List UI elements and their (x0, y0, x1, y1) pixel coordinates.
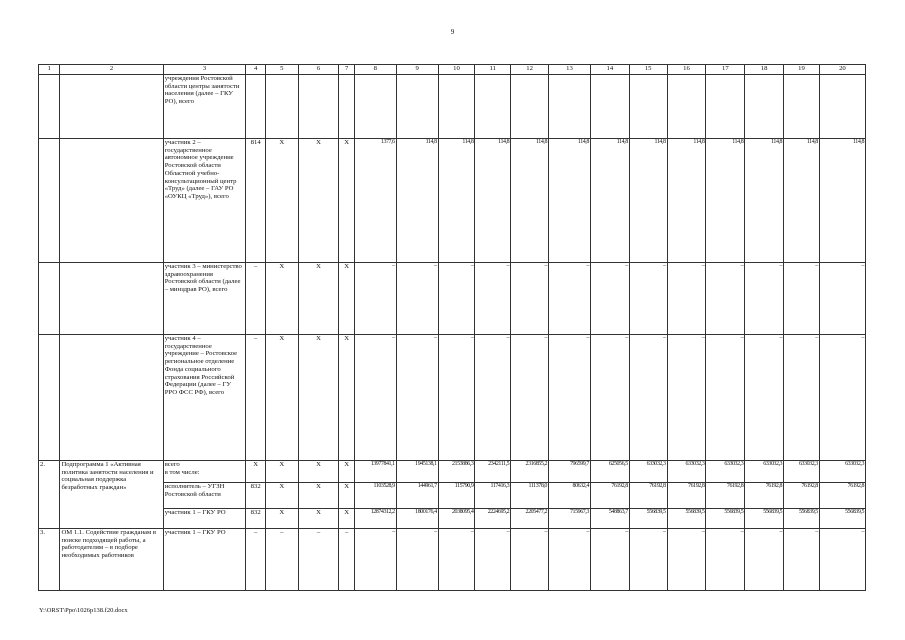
value-cell: – (784, 263, 820, 335)
row-number-cell: 3. (39, 529, 60, 591)
target-item-cell (298, 75, 339, 139)
target-item-cell: X (298, 509, 339, 529)
value-cell: – (475, 529, 511, 591)
column-number-9: 9 (396, 65, 438, 75)
value-cell: – (745, 335, 784, 461)
column-number-19: 19 (784, 65, 820, 75)
value-cell: 2205477,2 (511, 509, 549, 529)
value-cell: 625056,5 (590, 461, 629, 483)
value-cell: – (745, 529, 784, 591)
value-cell: – (475, 263, 511, 335)
value-cell: – (784, 529, 820, 591)
subprogram-row (39, 461, 866, 483)
expense-type-cell (339, 75, 354, 139)
row-number-cell (39, 335, 60, 461)
value-cell: – (629, 263, 667, 335)
value-cell: 633032,3 (819, 461, 865, 483)
value-cell: – (667, 335, 706, 461)
value-cell: 114,8 (784, 139, 820, 263)
value-cell: 114,8 (438, 139, 475, 263)
value-cell (745, 75, 784, 139)
target-item-cell: X (298, 335, 339, 461)
value-cell: – (354, 529, 396, 591)
value-cell: 2038095,4 (438, 509, 475, 529)
value-cell (549, 75, 591, 139)
budget-code-cell: – (246, 529, 265, 591)
budget-code-cell: 814 (246, 139, 265, 263)
value-cell: – (438, 529, 475, 591)
value-cell: – (438, 335, 475, 461)
value-cell: 556839,5 (784, 509, 820, 529)
column-number-20: 20 (819, 65, 865, 75)
value-cell: – (706, 335, 745, 461)
column-number-7: 7 (339, 65, 354, 75)
main-measure-row (39, 529, 866, 591)
value-cell: 556839,5 (706, 509, 745, 529)
participant-row (39, 335, 866, 461)
budget-code-cell: 832 (246, 509, 265, 529)
value-cell: 114,8 (396, 139, 438, 263)
value-cell: 114,8 (667, 139, 706, 263)
value-cell (629, 75, 667, 139)
section-code-cell: X (265, 461, 298, 483)
value-cell: 114,8 (590, 139, 629, 263)
budget-code-cell (246, 75, 265, 139)
value-cell: – (511, 263, 549, 335)
value-cell: 76192,8 (784, 483, 820, 509)
value-cell: 1377,6 (354, 139, 396, 263)
column-number-5: 5 (265, 65, 298, 75)
target-item-cell: – (298, 529, 339, 591)
value-cell (511, 75, 549, 139)
value-cell: – (590, 335, 629, 461)
column-number-14: 14 (590, 65, 629, 75)
value-cell: – (629, 335, 667, 461)
budget-code-cell: 832 (246, 483, 265, 509)
value-cell: 115790,9 (438, 483, 475, 509)
value-cell: 633032,3 (667, 461, 706, 483)
participant-row (39, 139, 866, 263)
value-cell: 76192,8 (667, 483, 706, 509)
program-resources-table (38, 64, 866, 591)
value-cell: 633032,3 (706, 461, 745, 483)
section-code-cell: X (265, 483, 298, 509)
value-cell: 796599,7 (549, 461, 591, 483)
value-cell: 114,8 (475, 139, 511, 263)
value-cell: – (706, 263, 745, 335)
section-code-cell: X (265, 509, 298, 529)
value-cell: 633032,3 (629, 461, 667, 483)
value-cell: – (706, 529, 745, 591)
expense-type-cell: – (339, 529, 354, 591)
column-number-17: 17 (706, 65, 745, 75)
expense-type-cell: X (339, 263, 354, 335)
value-cell: 76192,8 (629, 483, 667, 509)
value-cell: 2224695,2 (475, 509, 511, 529)
value-cell (784, 75, 820, 139)
budget-code-cell: – (246, 263, 265, 335)
value-cell (667, 75, 706, 139)
participant-cell: исполнитель – УГЗН Ростовской области (163, 483, 246, 509)
expense-type-cell: X (339, 139, 354, 263)
measure-name-cell (60, 263, 163, 335)
participant-row (39, 75, 866, 139)
value-cell: – (396, 263, 438, 335)
value-cell: – (819, 263, 865, 335)
value-cell: – (819, 335, 865, 461)
column-number-15: 15 (629, 65, 667, 75)
subprogram-name-cell: Подпрограмма 1 «Активная политика занятости населения и социальная поддержка безработных граждан» (60, 461, 163, 529)
value-cell: 117416,3 (475, 483, 511, 509)
value-cell: 114,8 (745, 139, 784, 263)
value-cell: 114,8 (819, 139, 865, 263)
value-cell: – (745, 263, 784, 335)
target-item-cell: X (298, 263, 339, 335)
column-number-6: 6 (298, 65, 339, 75)
value-cell (475, 75, 511, 139)
measure-name-cell (60, 139, 163, 263)
section-code-cell: X (265, 335, 298, 461)
value-cell: – (511, 335, 549, 461)
column-number-8: 8 (354, 65, 396, 75)
value-cell: – (629, 529, 667, 591)
value-cell: 111378,0 (511, 483, 549, 509)
value-cell: – (819, 529, 865, 591)
target-item-cell: X (298, 483, 339, 509)
value-cell: 2342111,5 (475, 461, 511, 483)
value-cell: 144961,7 (396, 483, 438, 509)
value-cell: – (590, 529, 629, 591)
participant-cell: участник 1 – ГКУ РО (163, 529, 246, 591)
participant-row (39, 263, 866, 335)
value-cell: 556839,5 (819, 509, 865, 529)
measure-name-cell (60, 75, 163, 139)
column-number-1: 1 (39, 65, 60, 75)
value-cell: 1103528,9 (354, 483, 396, 509)
value-cell: 76192,8 (819, 483, 865, 509)
row-number-cell: 2. (39, 461, 60, 529)
column-number-2: 2 (60, 65, 163, 75)
participant-cell: всего в том числе: (163, 461, 246, 483)
value-cell: – (590, 263, 629, 335)
value-cell: 1945138,1 (396, 461, 438, 483)
column-number-4: 4 (246, 65, 265, 75)
column-number-18: 18 (745, 65, 784, 75)
value-cell (590, 75, 629, 139)
value-cell (819, 75, 865, 139)
page-number: 9 (450, 28, 455, 36)
value-cell: 76192,8 (706, 483, 745, 509)
value-cell: 548863,7 (590, 509, 629, 529)
measure-name-cell (60, 335, 163, 461)
value-cell: 1800176,4 (396, 509, 438, 529)
value-cell: 556839,5 (629, 509, 667, 529)
value-cell: – (549, 335, 591, 461)
value-cell: – (354, 335, 396, 461)
value-cell: 12874312,2 (354, 509, 396, 529)
column-number-row (39, 65, 866, 75)
value-cell: 2153886,3 (438, 461, 475, 483)
value-cell: 556839,5 (667, 509, 706, 529)
value-cell (706, 75, 745, 139)
expense-type-cell: X (339, 509, 354, 529)
value-cell: 114,8 (549, 139, 591, 263)
column-number-3: 3 (163, 65, 246, 75)
expense-type-cell: X (339, 483, 354, 509)
value-cell: – (438, 263, 475, 335)
column-number-11: 11 (475, 65, 511, 75)
row-number-cell (39, 263, 60, 335)
section-code-cell: X (265, 263, 298, 335)
value-cell: – (396, 529, 438, 591)
row-number-cell (39, 75, 60, 139)
participant-cell: учреждения Ростовской области центры занятости населения (далее – ГКУ РО), всего (163, 75, 246, 139)
subprogram-row (39, 509, 866, 529)
participant-cell: участник 1 – ГКУ РО (163, 509, 246, 529)
value-cell: – (549, 263, 591, 335)
value-cell: 114,8 (706, 139, 745, 263)
participant-cell: участник 2 – государственное автономное учреждение Ростовской области Областной учебно-консультационный центр «Труд» (далее – ГАУ РО «ОУКЦ «Труд»), всего (163, 139, 246, 263)
section-code-cell: X (265, 139, 298, 263)
expense-type-cell: X (339, 461, 354, 483)
subprogram-row (39, 483, 866, 509)
target-item-cell: X (298, 461, 339, 483)
value-cell: – (784, 335, 820, 461)
value-cell: 633032,3 (784, 461, 820, 483)
value-cell: 556839,5 (745, 509, 784, 529)
section-code-cell (265, 75, 298, 139)
measure-name-cell: ОМ 1.1. Содействие гражданам в поиске подходящей работы, а работодателям – в подборе необходимых работников (60, 529, 163, 591)
value-cell: 2316855,2 (511, 461, 549, 483)
column-number-12: 12 (511, 65, 549, 75)
column-number-10: 10 (438, 65, 475, 75)
target-item-cell: X (298, 139, 339, 263)
value-cell: – (667, 263, 706, 335)
value-cell (354, 75, 396, 139)
participant-cell: участник 3 – министерство здравоохранения Ростовской области (далее – минздрав РО), всего (163, 263, 246, 335)
file-path-footer: Y:\ORST\Ppo\1026p138.f20.docx (39, 607, 128, 614)
value-cell: – (354, 263, 396, 335)
column-number-16: 16 (667, 65, 706, 75)
value-cell: 13977841,1 (354, 461, 396, 483)
participant-cell: участник 4 – государственное учреждение – Ростовское региональное отделение Фонда социального страхования Российской Федерации (далее – ГУ РРО ФСС РФ), всего (163, 335, 246, 461)
column-number-13: 13 (549, 65, 591, 75)
value-cell: – (396, 335, 438, 461)
value-cell (396, 75, 438, 139)
section-code-cell: – (265, 529, 298, 591)
value-cell: – (549, 529, 591, 591)
value-cell: 76192,8 (745, 483, 784, 509)
budget-code-cell: – (246, 335, 265, 461)
value-cell: 114,8 (511, 139, 549, 263)
value-cell (438, 75, 475, 139)
value-cell: 715967,3 (549, 509, 591, 529)
budget-code-cell: X (246, 461, 265, 483)
value-cell: 114,8 (629, 139, 667, 263)
value-cell: – (511, 529, 549, 591)
value-cell: 76192,8 (590, 483, 629, 509)
value-cell: – (475, 335, 511, 461)
row-number-cell (39, 139, 60, 263)
expense-type-cell: X (339, 335, 354, 461)
value-cell: – (667, 529, 706, 591)
value-cell: 633032,3 (745, 461, 784, 483)
value-cell: 80632,4 (549, 483, 591, 509)
